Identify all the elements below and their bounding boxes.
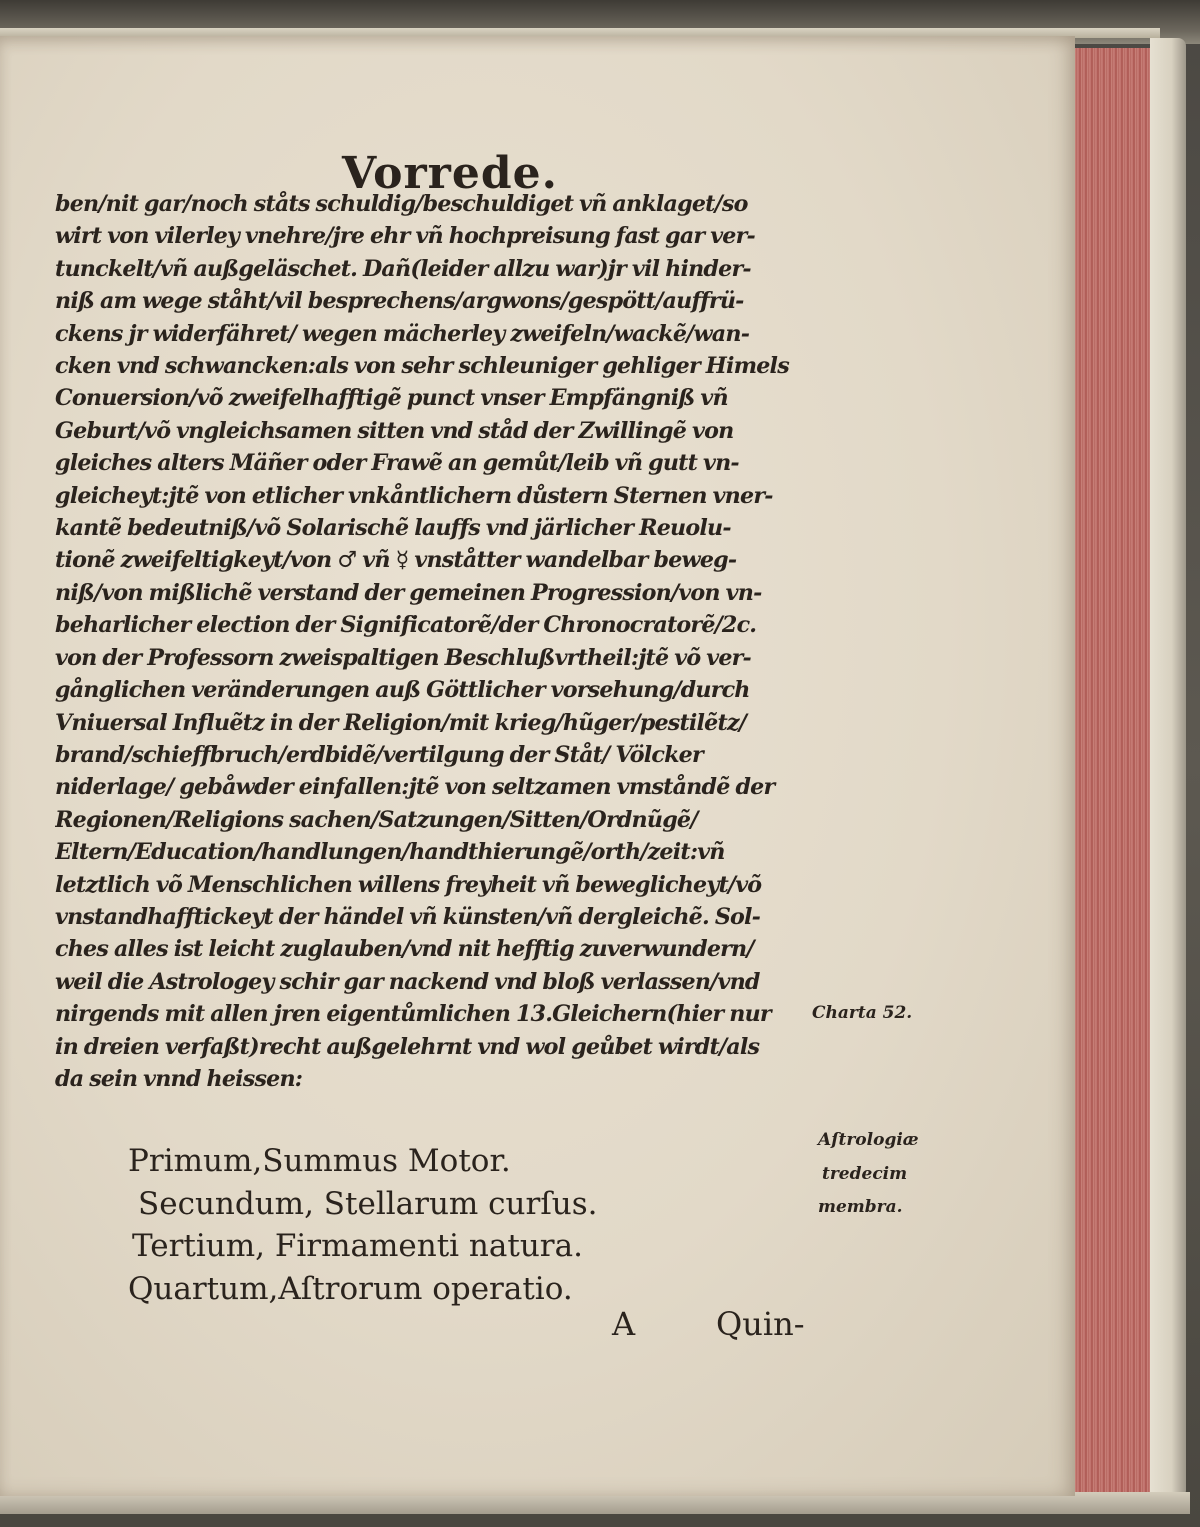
text-line: gleiches alters Mäñer oder Frawẽ an gemůt/leib vñ gutt vn-: [55, 450, 739, 477]
text-line: gånglichen veränderungen auß Göttlicher vorsehung/durch: [55, 677, 750, 704]
latin-list: [128, 1140, 828, 1310]
text-line: niß/von mißlichẽ verstand der gemeinen Progression/von vn-: [55, 579, 762, 606]
text-line: gleicheyt:jtẽ von etlicher vnkåntlichern důstern Sternen vner-: [55, 482, 773, 509]
latin-line-quartum: Quartum,Aſtrorum operatio.: [128, 1270, 573, 1307]
text-line: Geburt/võ vngleichsamen sitten vnd ståd der Zwillingẽ von: [55, 417, 734, 444]
text-line: beharlicher election der Significatorẽ/der Chronocratorẽ/2c.: [55, 612, 757, 639]
text-line: cken vnd schwancken:als von sehr schleuniger gehliger Himels: [55, 353, 789, 380]
running-header: Vorrede.: [342, 148, 558, 199]
text-line: brand/schieffbruch/erdbidẽ/vertilgung der Ståt/ Völcker: [55, 741, 703, 768]
text-line: letztlich võ Menschlichen willens freyheit vñ beweglicheyt/võ: [55, 871, 762, 898]
text-line: kantẽ bedeutniß/võ Solarischẽ lauffs vnd järlicher Reuolu-: [55, 515, 731, 542]
text-line: Regionen/Religions sachen/Satzungen/Sitten/Ordnũgẽ/: [55, 806, 698, 833]
text-line: wirt von vilerley vnehre/jre ehr vñ hochpreisung fast gar ver-: [55, 223, 755, 250]
margin-note-astrologiae: Aſtrologiæ: [818, 1130, 919, 1150]
page-edges-red: [1070, 48, 1158, 1496]
margin-note-membra: membra.: [818, 1197, 903, 1217]
book-cover-right: [1150, 38, 1186, 1498]
text-line: niderlage/ gebåwder einfallen:jtẽ von seltzamen vmståndẽ der: [55, 774, 775, 801]
text-line: in dreien verfaßt)recht außgelehrnt vnd wol geůbet wirdt/als: [55, 1033, 760, 1060]
text-line: vnstandhafftickeyt der händel vñ künsten/vñ dergleichẽ. Sol-: [55, 903, 761, 930]
text-line: Eltern/Education/handlungen/handthierungẽ/orth/zeit:vñ: [55, 839, 725, 866]
latin-line-secundum: Secundum, Stellarum curſus.: [138, 1185, 598, 1222]
signature-mark: A: [612, 1305, 636, 1343]
text-line: tionẽ zweifeltigkeyt/von ♂ vñ ☿ vnståtter wandelbar beweg-: [55, 547, 737, 574]
text-line: ches alles ist leicht zuglauben/vnd nit hefftig zuverwundern/: [55, 936, 754, 963]
text-line: nirgends mit allen jren eigentůmlichen 13.Gleichern(hier nur: [55, 1001, 771, 1028]
body-text: [55, 188, 805, 1095]
text-line: tunckelt/vñ außgeläschet. Dañ(leider allzu war)jr vil hinder-: [55, 255, 751, 282]
text-line: niß am wege ståht/vil besprechens/argwons/gespött/auffrü-: [55, 288, 744, 315]
text-line: Vniuersal Influẽtz in der Religion/mit krieg/hũger/pestilẽtz/: [55, 709, 747, 736]
catchword: Quin-: [716, 1305, 805, 1343]
text-line: von der Professorn zweispaltigen Beschlußvrtheil:jtẽ võ ver-: [55, 644, 751, 671]
text-line: weil die Astrologey schir gar nackend vnd bloß verlassen/vnd: [55, 968, 760, 995]
text-line: ben/nit gar/noch ståts schuldig/beschuldiget vñ anklaget/so: [55, 191, 748, 217]
margin-note-charta: Charta 52.: [812, 1003, 913, 1023]
latin-line-primum: Primum,Summus Motor.: [128, 1143, 511, 1179]
text-line: ckens jr widerfähret/ wegen mächerley zweifeln/wackẽ/wan-: [55, 320, 750, 347]
latin-line-tertium: Tertium, Firmamenti natura.: [132, 1228, 583, 1264]
text-line: Conuersion/võ zweifelhafftigẽ punct vnser Empfängniß vñ: [55, 385, 728, 412]
text-line: da sein vnnd heissen:: [55, 1065, 303, 1092]
margin-note-tredecim: tredecim: [822, 1164, 908, 1184]
